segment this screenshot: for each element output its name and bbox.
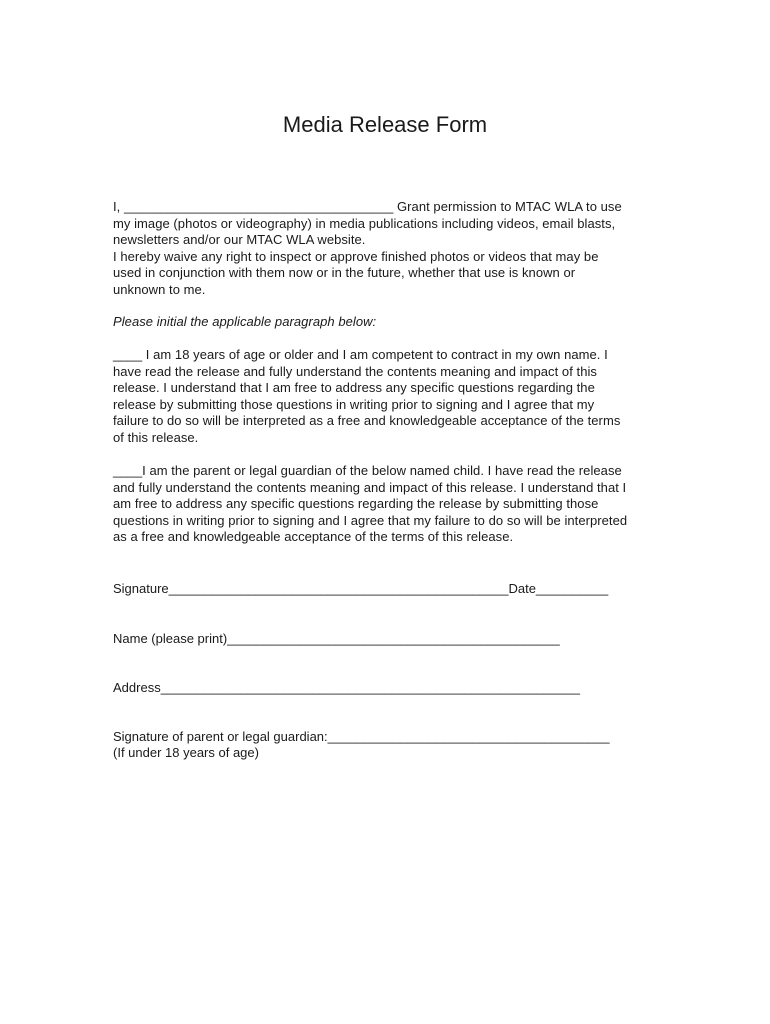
guardian-consent-paragraph: ____I am the parent or legal guardian of the below named child. I have read the release and fully understand the contents meaning and impact of this release. I understand that I am free to address any specific questions regarding the release by submitting those questions in writing prior to signing and I agree that my failure to do so will be interpreted as a free and knowledgeable acceptance of the terms of this release. bbox=[113, 463, 628, 545]
intro-paragraph: I, _____________________________________ Grant permission to MTAC WLA to use my image (photos or videography) in media publications including videos, email blasts, newsletters and/or our MTAC WLA website. I hereby waive any right to inspect or approve finished photos or videos that may be used in conjunction with them now or in the future, whether that use is known or unknown to me. bbox=[113, 199, 622, 297]
address-line: Address__________________________________________________________ bbox=[113, 680, 581, 695]
page-title: Media Release Form bbox=[282, 112, 488, 137]
print-name-line: Name (please print)______________________________________________ bbox=[113, 631, 560, 646]
adult-consent-paragraph: ____ I am 18 years of age or older and I am competent to contract in my own name. I have read the release and fully understand the contents meaning and impact of this release. I understand that I am free to address any specific questions regarding the release by submitting those questions in writing prior to signing and I agree that my failure to do so will be interpreted as a free and knowledgeable acceptance of the terms of this release. bbox=[113, 347, 621, 445]
guardian-note: (If under 18 years of age) bbox=[113, 745, 259, 760]
instruction-text: Please initial the applicable paragraph below: bbox=[113, 314, 377, 329]
signature-date-line: Signature_______________________________________________Date__________ bbox=[113, 581, 609, 596]
guardian-signature-line: Signature of parent or legal guardian:_______________________________________ bbox=[113, 729, 610, 744]
